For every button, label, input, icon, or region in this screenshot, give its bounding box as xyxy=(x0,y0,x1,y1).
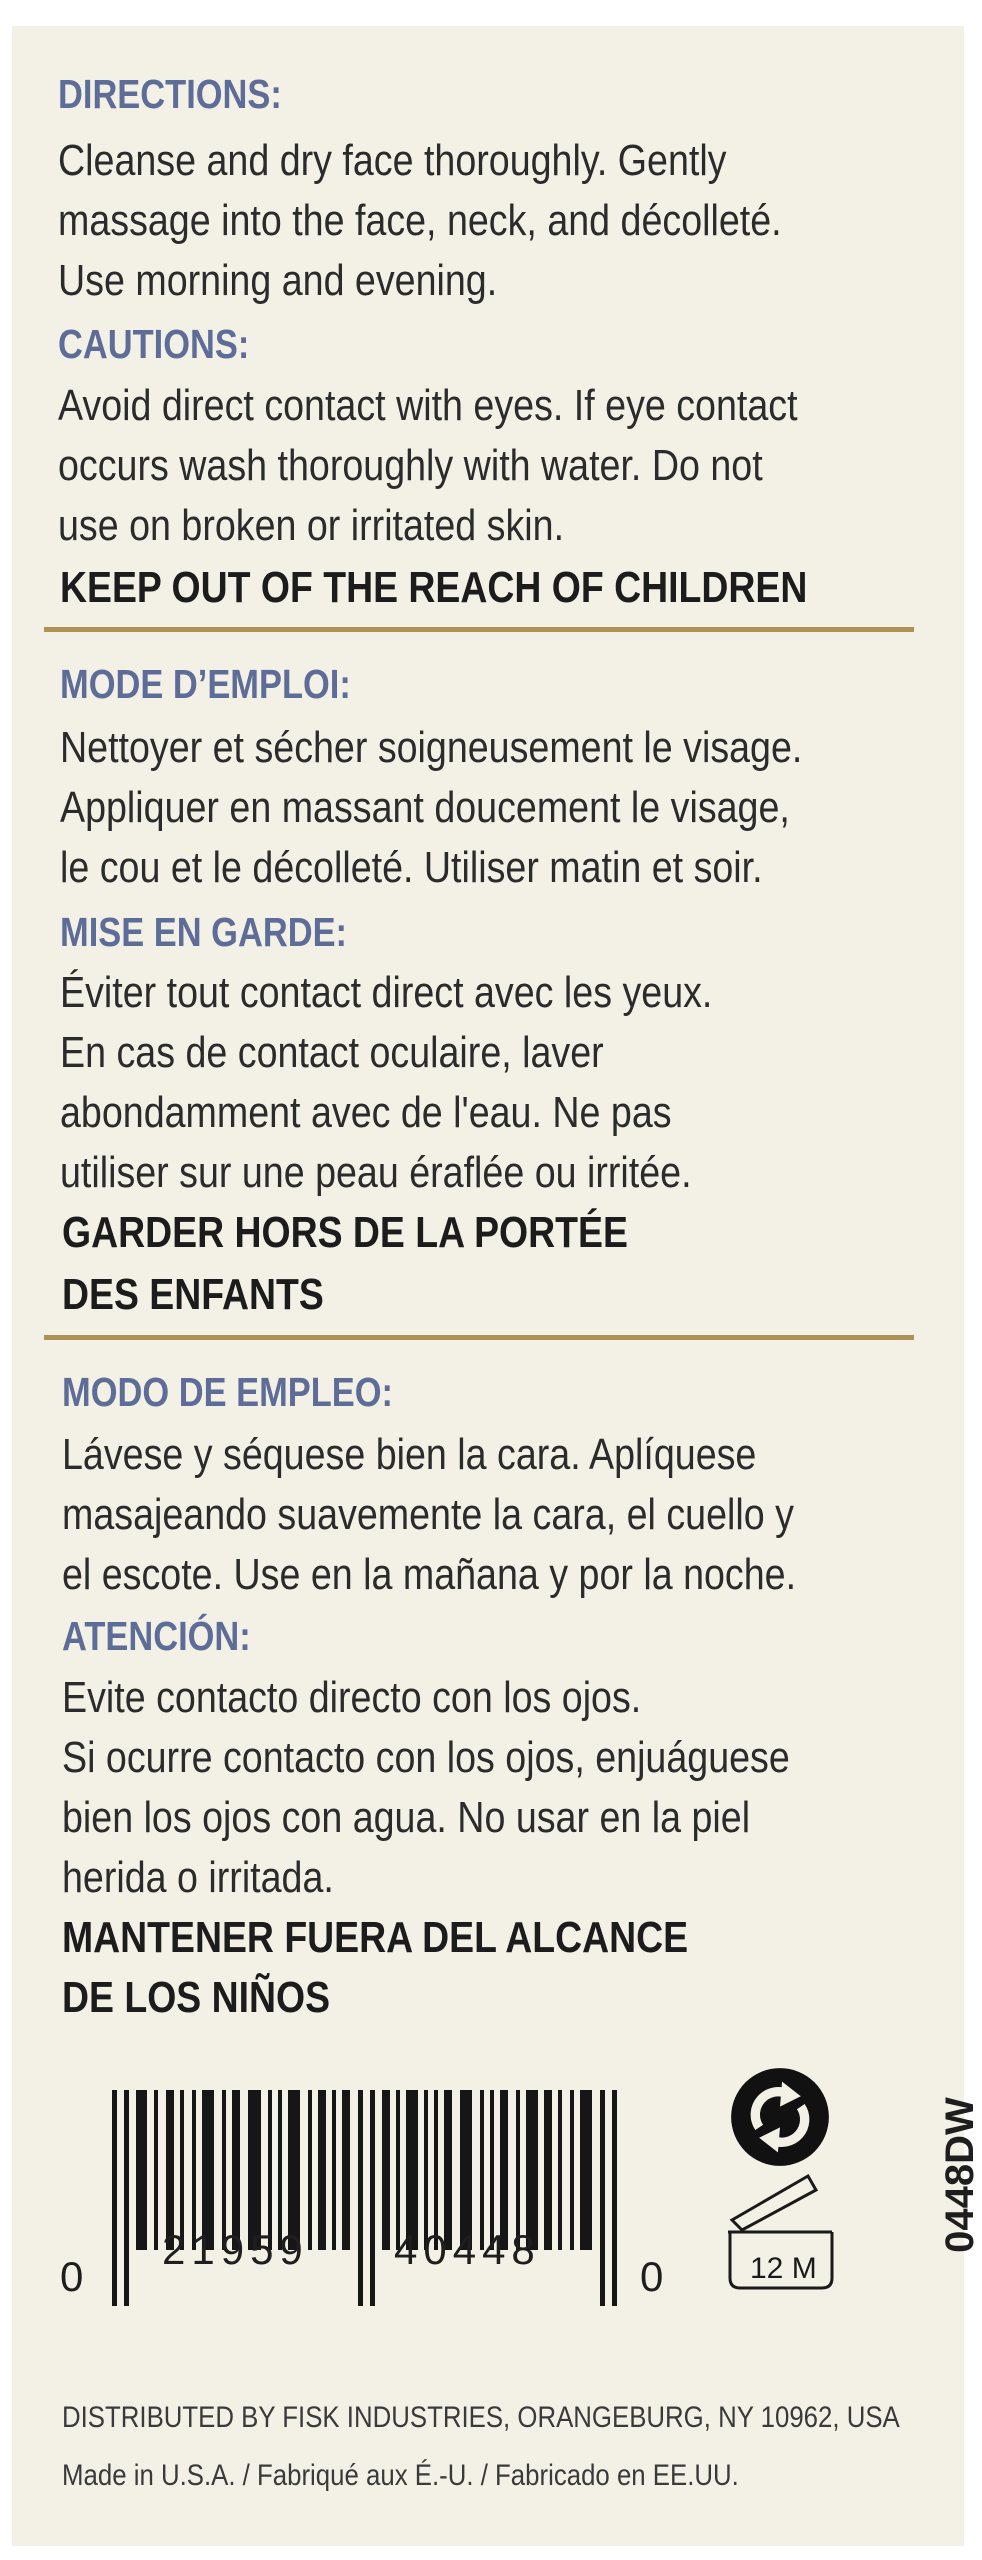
period-after-opening-label: 12 M xyxy=(750,2252,817,2285)
upc-barcode xyxy=(60,2090,700,2310)
cautions-line: Avoid direct contact with eyes. If eye contact xyxy=(58,381,798,430)
product-code: 0448DW xyxy=(938,2097,982,2253)
recycle-icon xyxy=(728,2065,832,2169)
child-warning-fr: DES ENFANTS xyxy=(62,1270,324,1319)
barcode-digit-right: 0 xyxy=(640,2253,664,2300)
child-warning-es: DE LOS NIÑOS xyxy=(62,1973,331,2022)
cautions-line: use on broken or irritated skin. xyxy=(58,501,565,550)
modo-de-empleo-line: masajeando suavemente la cara, el cuello y xyxy=(62,1490,794,1539)
distributor-text: DISTRIBUTED BY FISK INDUSTRIES, ORANGEBURG, NY 10962, USA xyxy=(62,2401,900,2434)
atencion-line: bien los ojos con agua. No usar en la piel xyxy=(62,1793,751,1842)
mode-emploi-line: le cou et le décolleté. Utiliser matin et soir. xyxy=(60,843,763,892)
cautions-line: occurs wash thoroughly with water. Do not xyxy=(58,441,763,490)
mode-emploi-heading: MODE D’EMPLOI: xyxy=(60,661,351,707)
child-warning: KEEP OUT OF THE REACH OF CHILDREN xyxy=(60,563,808,612)
directions-line: Use morning and evening. xyxy=(58,256,498,305)
modo-de-empleo-heading: MODO DE EMPLEO: xyxy=(62,1369,394,1415)
barcode-digit-left: 0 xyxy=(60,2253,84,2300)
atencion-heading: ATENCIÓN: xyxy=(62,1613,251,1659)
atencion-line: Evite contacto directo con los ojos. xyxy=(62,1673,642,1722)
mise-en-garde-line: abondamment avec de l'eau. Ne pas xyxy=(60,1088,672,1137)
directions-line: Cleanse and dry face thoroughly. Gently xyxy=(58,136,727,185)
section-divider xyxy=(44,627,914,632)
atencion-line: Si ocurre contacto con los ojos, enjuáguese xyxy=(62,1733,790,1782)
directions-heading: DIRECTIONS: xyxy=(58,71,282,117)
barcode-digits-group-1: 21959 xyxy=(162,2226,309,2273)
mode-emploi-line: Nettoyer et sécher soigneusement le visage. xyxy=(60,723,803,772)
mise-en-garde-line: Éviter tout contact direct avec les yeux. xyxy=(60,968,713,1017)
directions-line: massage into the face, neck, and décolleté. xyxy=(58,196,782,245)
child-warning-fr: GARDER HORS DE LA PORTÉE xyxy=(62,1208,628,1257)
child-warning-es: MANTENER FUERA DEL ALCANCE xyxy=(62,1913,689,1962)
barcode-digits-group-2: 40448 xyxy=(394,2226,541,2273)
section-divider xyxy=(44,1335,914,1340)
mode-emploi-line: Appliquer en massant doucement le visage, xyxy=(60,783,790,832)
modo-de-empleo-line: el escote. Use en la mañana y por la noche. xyxy=(62,1550,797,1599)
made-in-text: Made in U.S.A. / Fabriqué aux É.-U. / Fabricado en EE.UU. xyxy=(62,2459,739,2492)
cautions-heading: CAUTIONS: xyxy=(58,321,250,367)
mise-en-garde-heading: MISE EN GARDE: xyxy=(60,909,348,955)
modo-de-empleo-line: Lávese y séquese bien la cara. Aplíquese xyxy=(62,1430,757,1479)
mise-en-garde-line: En cas de contact oculaire, laver xyxy=(60,1028,604,1077)
mise-en-garde-line: utiliser sur une peau éraflée ou irritée. xyxy=(60,1148,692,1197)
atencion-line: herida o irritada. xyxy=(62,1853,334,1902)
